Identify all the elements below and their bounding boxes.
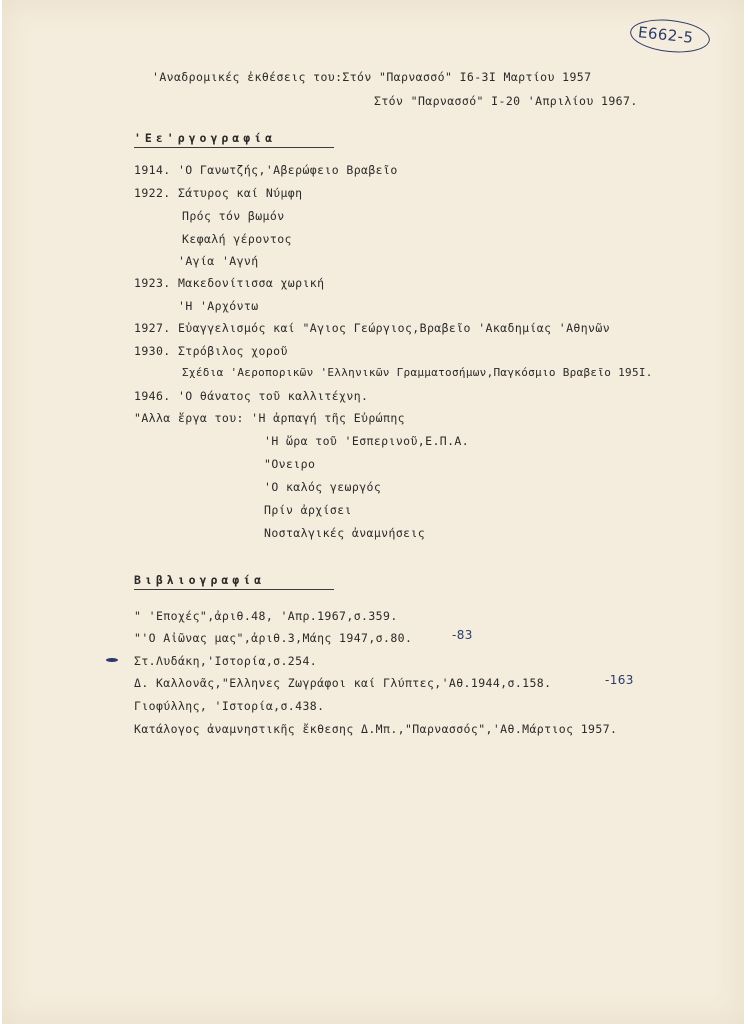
work-line: 1914. 'Ο Γανωτζής,'Αβερώφειο Βραβεῖο xyxy=(134,163,398,177)
work-line: Σχέδια 'Αεροπορικῶν 'Ελληνικῶν Γραμματοσήμων,Παγκόσμιο Βραβεῖο 195I. xyxy=(182,366,653,379)
bibliography-line: Γιοφύλλης, 'Ιστορία,σ.438. xyxy=(134,699,325,713)
header-line-1: 'Αναδρομικές ἐκθέσεις του:Στόν "Παρνασσό" I6-3I Μαρτίου 1957 xyxy=(152,70,592,84)
work-line: Πρός τόν βωμόν xyxy=(182,209,285,223)
handwritten-page-note: -163 xyxy=(605,673,634,687)
work-line: 'Η ὥρα τοῦ 'Εσπερινοῦ,Ε.Π.Α. xyxy=(264,434,470,448)
work-line: "Ονειρο xyxy=(264,457,316,471)
bibliography-line: "'Ο Αἰῶνας μας",ἀριθ.3,Μάης 1947,σ.80. xyxy=(134,631,413,645)
header-line-2: Στόν "Παρνασσό" I-20 'Απριλίου 1967. xyxy=(374,94,638,108)
bibliography-line: " 'Εποχές",ἀριθ.48, 'Απρ.1967,σ.359. xyxy=(134,609,398,623)
bibliography-line: Κατάλογος ἀναμνηστικῆς ἔκθεσης Δ.Μπ.,"Παρνασσός",'Αθ.Μάρτιος 1957. xyxy=(134,722,618,736)
work-line: 'Αγία 'Αγνή xyxy=(178,254,259,268)
work-line: Νοσταλγικές ἀναμνήσεις xyxy=(264,526,426,540)
work-line: 'Η 'Αρχόντω xyxy=(178,299,259,313)
archive-code: E662-5 xyxy=(637,23,695,47)
work-line: 1923. Μακεδονίτισσα χωρική xyxy=(134,276,325,290)
bibliography-heading-underline xyxy=(134,589,334,590)
bibliography-line: Στ.Λυδάκη,'Ιστορία,σ.254. xyxy=(134,654,318,668)
work-line: 'Ο καλός γεωργός xyxy=(264,480,382,494)
work-line: Κεφαλή γέροντος xyxy=(182,232,292,246)
work-line: "Αλλα ἔργα του: 'Η ἁρπαγή τῆς Εὐρώπης xyxy=(134,411,405,425)
work-line: 1922. Σάτυρος καί Νύμφη xyxy=(134,186,303,200)
works-heading: 'Εε'ργογραφία xyxy=(134,131,277,145)
bibliography-heading: Βιβλιογραφία xyxy=(134,573,266,587)
bibliography-line: Δ. Καλλονᾶς,"Ελληνες Ζωγράφοι καί Γλύπτες,'Αθ.1944,σ.158. xyxy=(134,676,552,690)
pen-dash-mark xyxy=(106,658,118,662)
work-line: Πρίν ἀρχίσει xyxy=(264,503,352,517)
work-line: 1930. Στρόβιλος χοροῦ xyxy=(134,344,288,358)
document-page xyxy=(2,0,744,1024)
works-heading-underline xyxy=(134,147,334,148)
handwritten-page-note: -83 xyxy=(452,628,473,642)
work-line: 1946. 'Ο θάνατος τοῦ καλλιτέχνη. xyxy=(134,389,369,403)
work-line: 1927. Εὐαγγελισμός καί "Αγιος Γεώργιος,Βραβεῖο 'Ακαδημίας 'Αθηνῶν xyxy=(134,321,611,335)
